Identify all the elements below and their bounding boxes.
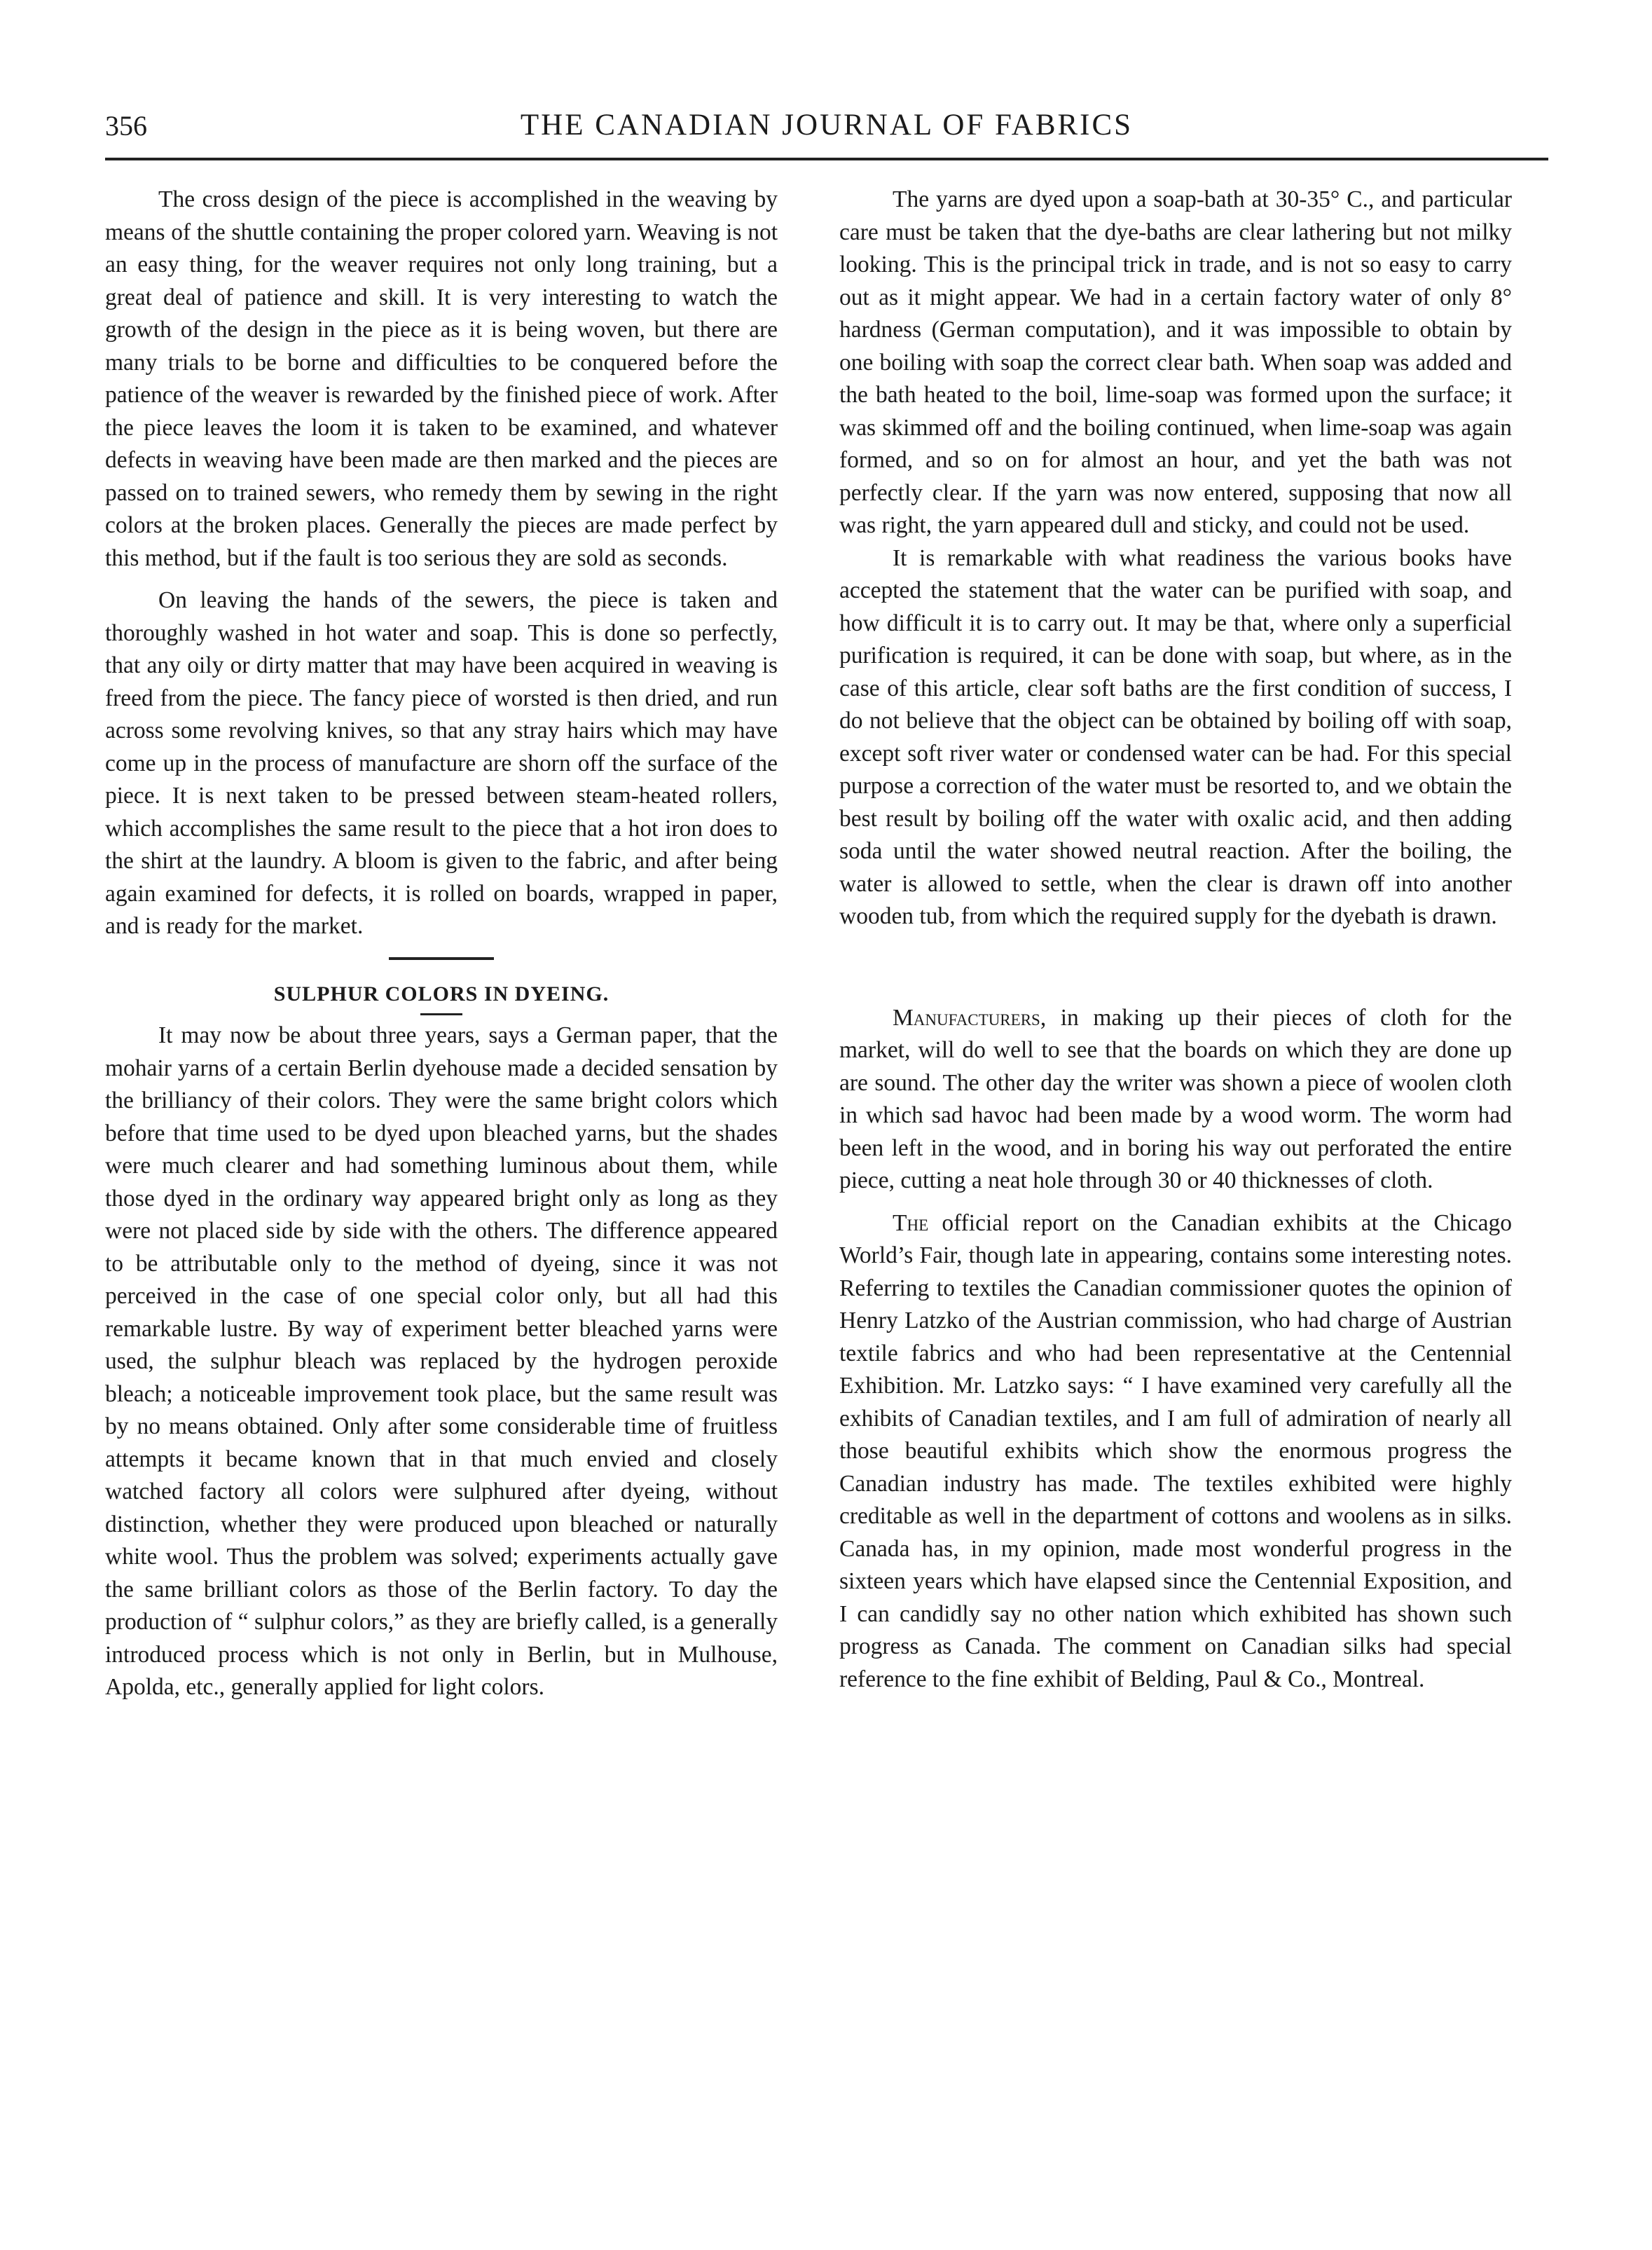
section-divider: [389, 957, 494, 960]
paragraph-weaving: The cross design of the piece is accomplished in the weaving by means of the shuttle containing the proper colored yarn. Weaving is not an easy thing, for the weaver requires not only long training, but a great deal of patience and skill. It is very interesting to watch the growth of the design in the piece as it is being woven, but there are many trials to be borne and difficulties to be conquered before the patience of the weaver is rewarded by the finished piece of work. After the piece leaves the loom it is taken to be examined, and whatever defects in weaving have been made are then marked and the pieces are passed on to trained sewers, who remedy them by sewing in the right colors at the broken places. Generally the pieces are made perfect by this method, but if the fault is too serious they are sold as seconds.: [105, 186, 778, 571]
lead-word: Manufacturers,: [893, 1004, 1047, 1031]
paragraph-gap: [105, 575, 778, 584]
page-number: 356: [105, 110, 147, 142]
paragraph-water-purification: It is remarkable with what readiness the various books have accepted the statement that the water can be purified with soap, and how difficult it is to carry out. It may be that, where only a superficial purification is required, it can be done with soap, but where, as in the case of this article, clear soft baths are the first condition of success, I do not believe that the object can be obtained by boiling off with soap, except soft river water or condensed water can be had. For this special purpose a correction of the water must be resorted to, and we obtain the best result by boiling off the water with oxalic acid, and then adding soda until the water showed neutral reaction. After the boiling, the water is allowed to settle, when the clear is drawn off into another wooden tub, from which the required supply for the dyebath is drawn.: [839, 544, 1513, 929]
paragraph-sulphur-colors: It may now be about three years, says a German paper, that the mohair yarns of a certain Berlin dyehouse made a decided sensation by the brilliancy of their colors. They were the same bright colors which before that time used to be dyed upon bleached yarns, but the shades were much clearer and had something luminous about them, while those dyed in the ordinary way appeared bright only as long as they were not placed side by side with the others. The difference appeared to be attributable only to the method of dyeing, since it was not perceived in the case of one special color only, but all had this remarkable lustre. By way of experiment better bleached yarns were used, the sulphur bleach was replaced by the hydrogen peroxide bleach; a noticeable improvement took place, but the same result was by no means obtained. Only after some considerable time of fruitless attempts it became known that in that much envied and closely watched factory all colors were sulphured after dyeing, without distinction, whether they were produced upon bleached or naturally white wool. Thus the problem was solved; experiments actually gave the same brilliant colors as those of the Berlin factory. To day the production of “ sulphur colors,” as they are briefly called, is a generally introduced process which is not only in Berlin, but in Mulhouse, Apolda, etc., generally applied for light colors.: [105, 1022, 778, 1700]
paragraph-soap-bath: The yarns are dyed upon a soap-bath at 30-35° C., and particular care must be taken that the dye-baths are clear lathering but not milky looking. This is the principal trick in trade, and is not so easy to carry out as it might appear. We had in a certain factory water of only 8° hardness (German computation), and it was impossible to obtain by one boiling with soap the correct clear bath. When soap was added and the bath heated to the boil, lime-soap was formed upon the surface; it was skimmed off and the boiling continued, when lime-soap was again formed, and so on for almost an hour, and yet the bath was not perfectly clear. If the yarn was now entered, supposing that now all was right, the yarn appeared dull and sticky, and could not be used.: [839, 186, 1512, 538]
paragraph-manufacturers: [839, 1002, 1512, 1198]
paragraph-finishing: On leaving the hands of the sewers, the piece is taken and thoroughly washed in hot water and soap. This is done so perfectly, that any oily or dirty matter that may have been acquired in weaving is freed from the piece. The fancy piece of worsted is then dried, and run across some revolving knives, so that any stray hairs which may have come up in the process of manufacture are shorn off the surface of the piece. It is next taken to be pressed between steam-heated rollers, which accomplishes the same result to the piece that a hot iron does to the shirt at the laundry. A bloom is given to the fabric, and after being again examined for defects, it is rolled on boards, wrapped in paper, and is ready for the market.: [105, 587, 778, 939]
right-column: [839, 184, 1512, 1696]
page-header: [105, 104, 1548, 153]
article-heading: SULPHUR COLORS IN DYEING.: [273, 982, 610, 1006]
journal-title: THE CANADIAN JOURNAL OF FABRICS: [520, 109, 1134, 142]
paragraph-text: official report on the Canadian exhibits at the Chicago World’s Fair, though late in appearing, contains some interesting notes. Referring to textiles the Canadian commissioner quotes the opinion of Henry Latzko of the Austrian commission, who had charge of Austrian textile fabrics and who had been representative at the Centennial Exhibition. Mr. Latzko says: “ I have examined very carefully all the exhibits of Canadian textiles, and I am full of admiration of nearly all those beautiful exhibits which show the enormous progress the Canadian industry has made. The textiles exhibited were highly creditable as well in the department of cottons and woolens as in silks. Canada has, in my opinion, made most wonderful progress in the sixteen years which have elapsed since the Centennial Exposition, and I can candidly say no other nation which exhibited has shown such progress as Canada. The comment on Canadian silks had special reference to the fine exhibit of Belding, Paul & Co., Montreal.: [839, 1209, 1512, 1692]
paragraph-gap: [839, 1198, 1512, 1207]
paragraph-text: in making up their pieces of cloth for the market, will do well to see that the boards on which they are done up are sound. The other day the writer was shown a piece of woolen cloth in which sad havoc had been made by a wood worm. The worm had been left in the wood, and in boring his way out perforated the entire piece, cutting a neat hole through 30 or 40 thicknesses of cloth.: [839, 1004, 1512, 1193]
lead-word: The: [893, 1209, 929, 1236]
paragraph-official-report: [839, 1207, 1512, 1696]
header-rule: [105, 158, 1548, 160]
heading-underline: [420, 1013, 462, 1015]
left-column: [105, 184, 778, 1704]
